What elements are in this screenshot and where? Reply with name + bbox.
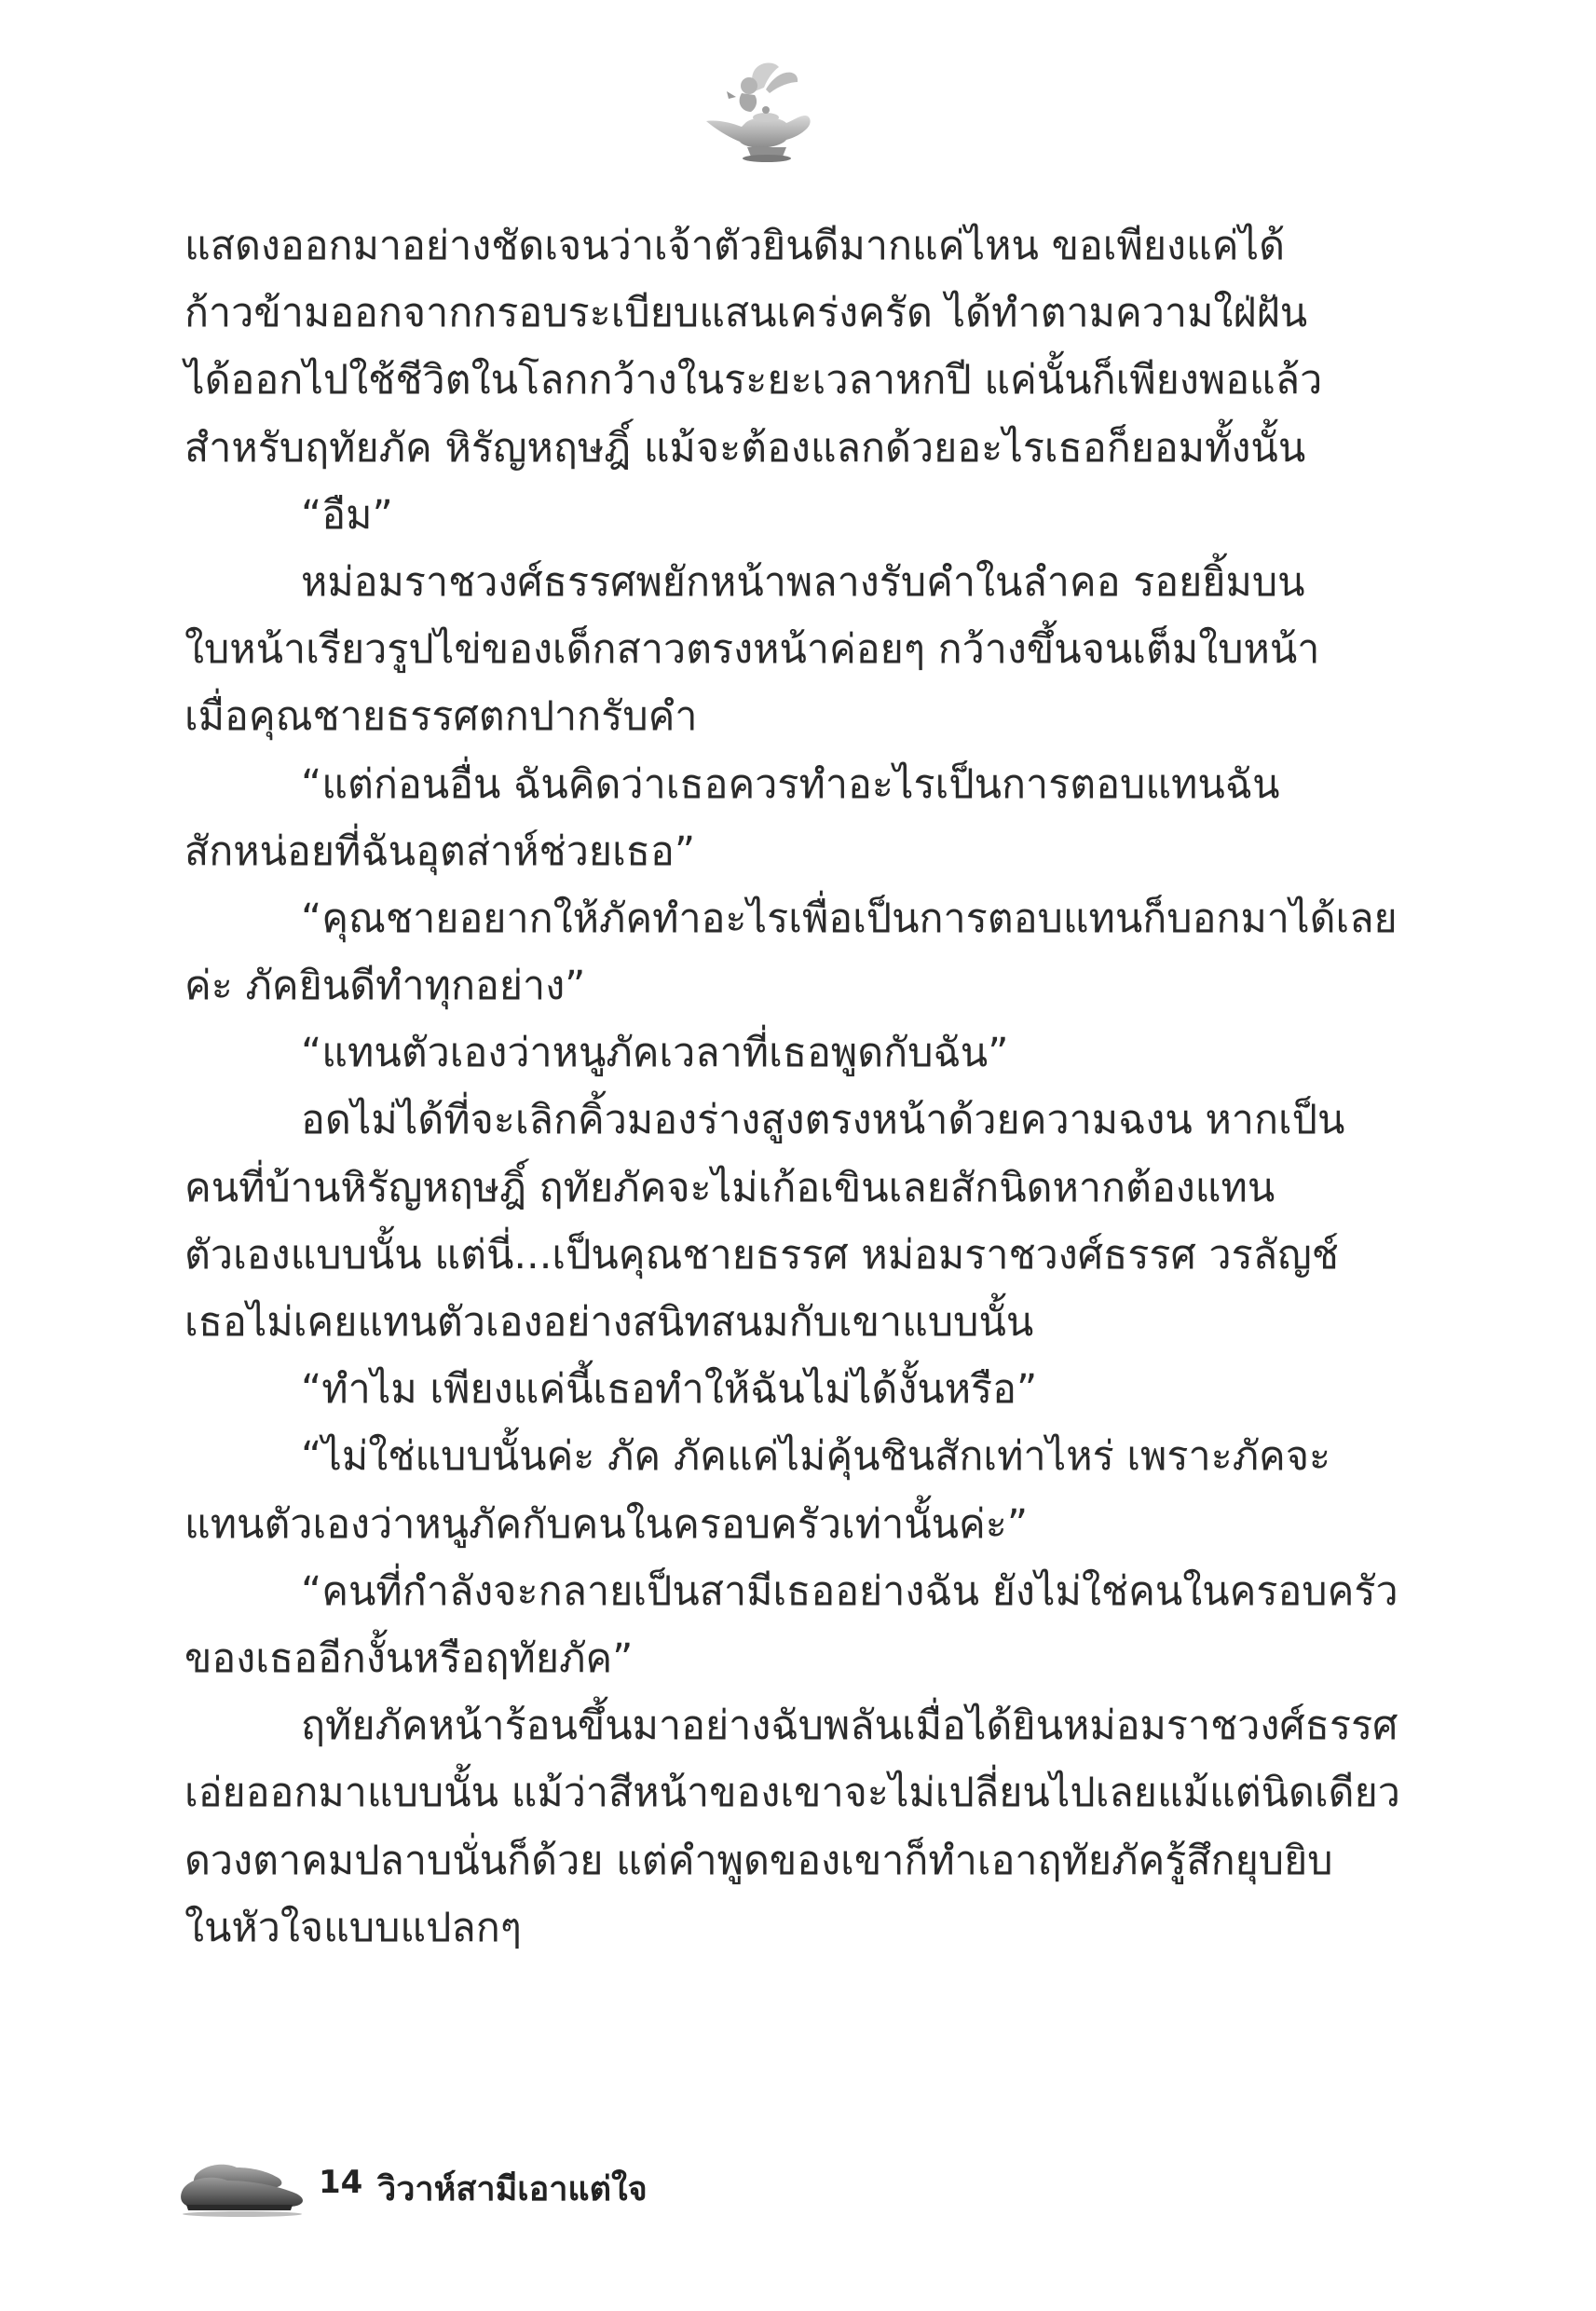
dress-shoes-icon (177, 2143, 317, 2218)
cupid-magic-lamp-icon (689, 54, 820, 164)
text-line: ได้ออกไปใช้ชีวิตในโลกกว้างในระยะเวลาหกปี แค่นั้นก็เพียงพอแล้ว (184, 357, 1323, 404)
text-line: เอ่ยออกมาแบบนั้น แม้ว่าสีหน้าของเขาจะไม่เปลี่ยนไปเลยแม้แต่นิดเดียว (184, 1770, 1400, 1817)
page-footer (177, 2143, 829, 2218)
text-line: เธอไม่เคยแทนตัวเองอย่างสนิทสนมกับเขาแบบนั้น (184, 1299, 1034, 1346)
book-title: วิวาห์สามีเอาแต่ใจ (377, 2170, 648, 2208)
text-line: ตัวเองแบบนั้น แต่นี่...เป็นคุณชายธรรศ หม่อมราชวงศ์ธรรศ วรลัญช์ (184, 1231, 1339, 1279)
text-line: แสดงออกมาอย่างชัดเจนว่าเจ้าตัวยินดีมากแค่ไหน ขอเพียงแค่ได้ (184, 223, 1286, 269)
text-line: คนที่บ้านหิรัญหฤษฎิ์ ฤทัยภัคจะไม่เก้อเขินเลยสักนิดหากต้องแทน (184, 1164, 1275, 1211)
text-line: เมื่อคุณชายธรรศตกปากรับคำ (184, 693, 698, 741)
text-line: “แต่ก่อนอื่น ฉันคิดว่าเธอควรทำอะไรเป็นการตอบแทนฉัน (301, 760, 1280, 808)
text-line: อดไม่ได้ที่จะเลิกคิ้วมองร่างสูงตรงหน้าด้วยความฉงน หากเป็น (301, 1097, 1345, 1144)
text-line: “คนที่กำลังจะกลายเป็นสามีเธออย่างฉัน ยังไม่ใช่คนในครอบครัว (301, 1567, 1398, 1615)
text-line: ก้าวข้ามออกจากกรอบระเบียบแสนเคร่งครัด ได้ทำตามความใฝ่ฝัน (184, 290, 1308, 337)
text-line: หม่อมราชวงศ์ธรรศพยักหน้าพลางรับคำในลำคอ รอยยิ้มบน (301, 558, 1305, 606)
text-line: “แทนตัวเองว่าหนูภัคเวลาที่เธอพูดกับฉัน” (301, 1030, 1009, 1077)
text-line: ของเธออีกงั้นหรือฤทัยภัค” (184, 1634, 634, 1682)
text-line: ดวงตาคมปลาบนั่นก็ด้วย แต่คำพูดของเขาก็ทำเอาฤทัยภัครู้สึกยุบยิบ (184, 1837, 1333, 1884)
text-line: สำหรับฤทัยภัค หิรัญหฤษฎิ์ แม้จะต้องแลกด้วยอะไรเธอก็ยอมทั้งนั้น (184, 424, 1306, 472)
text-line: แทนตัวเองว่าหนูภัคกับคนในครอบครัวเท่านั้นค่ะ” (184, 1500, 1029, 1548)
text-line: “ไม่ใช่แบบนั้นค่ะ ภัค ภัคแค่ไม่คุ้นชินสักเท่าไหร่ เพราะภัคจะ (301, 1433, 1331, 1481)
text-line: สักหน่อยที่ฉันอุตส่าห์ช่วยเธอ” (184, 827, 696, 875)
text-line: ค่ะ ภัคยินดีทำทุกอย่าง” (184, 963, 586, 1010)
body-text (184, 212, 1400, 1962)
page-number: 14 (319, 2164, 363, 2201)
text-line: “อืม” (301, 491, 393, 539)
text-line: ในหัวใจแบบแปลกๆ (184, 1904, 522, 1951)
text-line: ใบหน้าเรียวรูปไข่ของเด็กสาวตรงหน้าค่อยๆ กว้างขึ้นจนเต็มใบหน้า (184, 626, 1320, 674)
text-line: ฤทัยภัคหน้าร้อนขึ้นมาอย่างฉับพลันเมื่อได้ยินหม่อมราชวงศ์ธรรศ (301, 1702, 1398, 1750)
text-line: “ทำไม เพียงแค่นี้เธอทำให้ฉันไม่ได้งั้นหรือ” (301, 1366, 1038, 1414)
text-line: “คุณชายอยากให้ภัคทำอะไรเพื่อเป็นการตอบแทนก็บอกมาได้เลย (301, 895, 1398, 942)
